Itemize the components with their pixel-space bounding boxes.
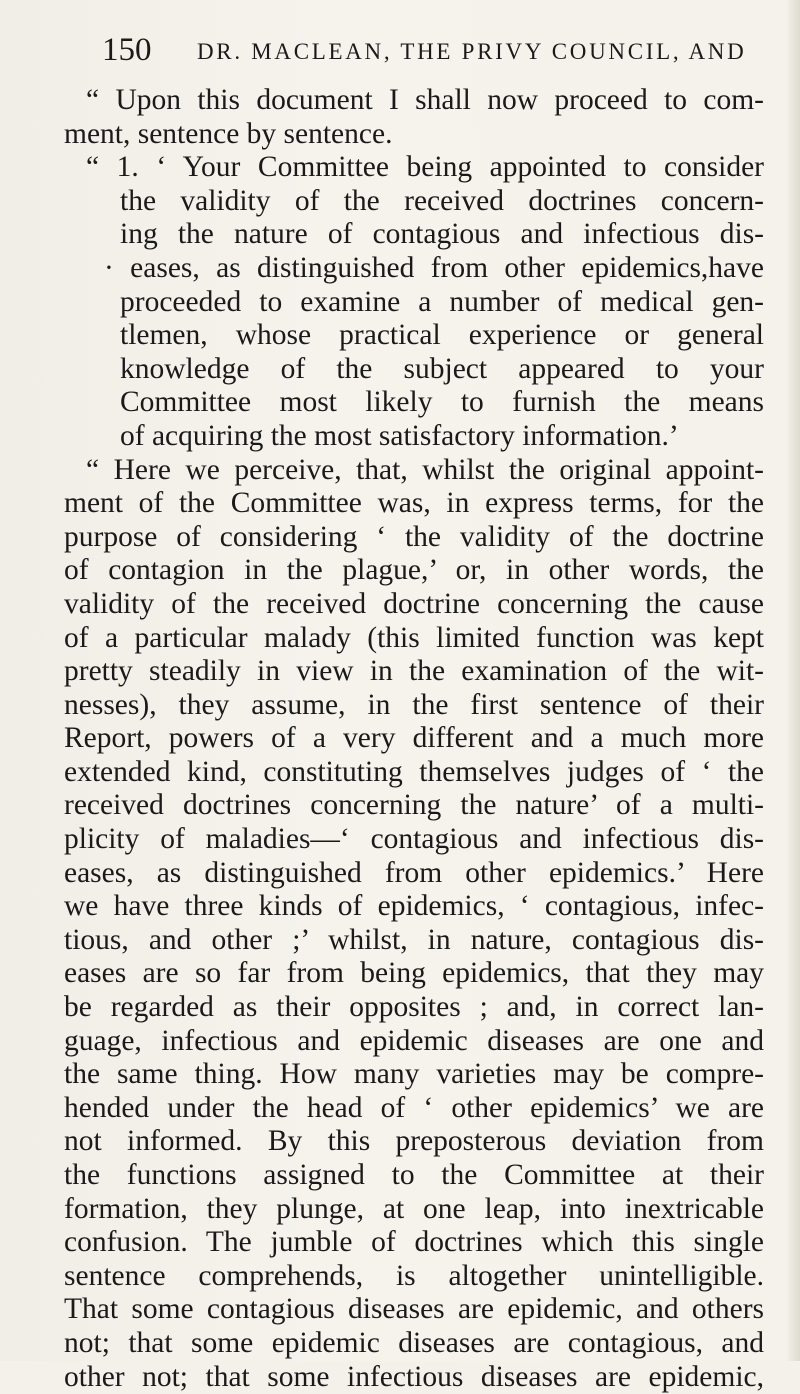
page-number: 150: [102, 32, 152, 68]
text-line: pretty steadily in view in the examination of the wit-: [64, 655, 764, 688]
body-text: [64, 84, 764, 1394]
text-line: ing the nature of contagious and infectious dis-: [120, 218, 764, 251]
text-line: received doctrines concerning the nature’ of a multi-: [64, 789, 764, 822]
text-line: formation, they plunge, at one leap, into inextricable: [64, 1192, 764, 1225]
text-line: confusion. The jumble of doctrines which this single: [64, 1226, 764, 1259]
text-line: of acquiring the most satisfactory information.’: [120, 419, 679, 452]
text-line: “ 1. ‘ Your Committee being appointed to consider: [86, 151, 764, 184]
text-line: sentence comprehends, is altogether unintelligible.: [64, 1259, 764, 1292]
text-line: tlemen, whose practical experience or general: [120, 319, 764, 352]
text-line: not; that some epidemic diseases are contagious, and: [64, 1326, 764, 1359]
text-line: the functions assigned to the Committee at their: [64, 1159, 764, 1191]
text-line: guage, infectious and epidemic diseases are one and: [64, 1024, 764, 1057]
text-line: proceeded to examine a number of medical gen-: [120, 285, 764, 318]
text-line: Report, powers of a very different and a much more: [64, 722, 764, 755]
text-line: other not; that some infectious diseases are epidemic,: [64, 1360, 764, 1393]
text-line: eases, as distinguished from other epidemics.’ Here: [64, 856, 764, 889]
text-line: plicity of maladies—‘ contagious and infectious dis-: [64, 823, 764, 856]
text-line: ment of the Committee was, in express terms, for the: [64, 487, 764, 520]
running-head: [60, 28, 747, 72]
text-line: tious, and other ;’ whilst, in nature, contagious dis-: [64, 923, 764, 956]
text-line: the validity of the received doctrines concern-: [120, 184, 764, 217]
text-line: ment, sentence by sentence.: [64, 117, 393, 150]
text-line: eases are so far from being epidemics, that they may: [64, 957, 764, 990]
running-head-title: DR. MACLEAN, THE PRIVY COUNCIL, AND: [197, 39, 747, 64]
text-line: purpose of considering ‘ the validity of the doctrine: [64, 520, 764, 553]
text-line: “ Here we perceive, that, whilst the original appoint-: [86, 453, 764, 486]
text-line: “ Upon this document I shall now proceed to com-: [86, 84, 764, 116]
text-line: validity of the received doctrine concerning the cause: [64, 587, 764, 620]
text-line: we have three kinds of epidemics, ‘ contagious, infec-: [64, 890, 764, 923]
text-line: the same thing. How many varieties may be compre-: [64, 1058, 764, 1091]
page-edge-shadow: [786, 0, 800, 1361]
text-line: not informed. By this preposterous deviation from: [64, 1125, 764, 1158]
text-line: nesses), they assume, in the first sentence of their: [64, 688, 764, 721]
text-line: That some contagious diseases are epidemic, and others: [64, 1293, 764, 1326]
text-line: knowledge of the subject appeared to your: [120, 352, 764, 385]
text-line: hended under the head of ‘ other epidemics’ we are: [64, 1091, 764, 1124]
text-line: be regarded as their opposites ; and, in correct lan-: [64, 991, 764, 1024]
text-line: extended kind, constituting themselves judges of ‘ the: [64, 755, 764, 788]
text-line: of a particular malady (this limited function was kept: [64, 621, 764, 654]
text-line: Committee most likely to furnish the means: [120, 386, 764, 419]
text-line: of contagion in the plague,’ or, in other words, the: [64, 554, 764, 587]
text-line: · eases, as distinguished from other epidemics,have: [104, 251, 764, 284]
